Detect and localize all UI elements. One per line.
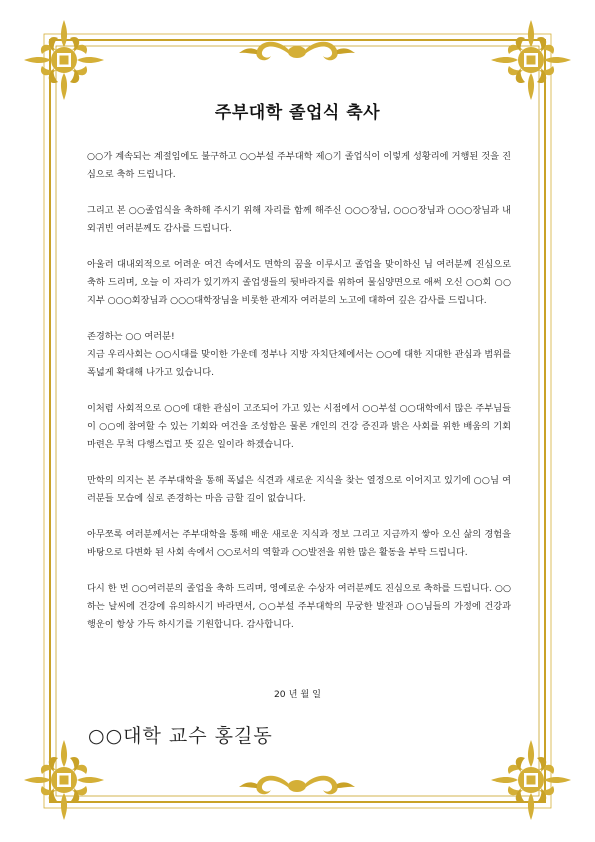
corner-ornament-top-right	[491, 20, 571, 100]
letter-body	[87, 148, 511, 652]
paragraph: 그리고 본 ○○졸업식을 축하해 주시기 위해 자리를 함께 해주신 ○○○장님, ○○○장님과 ○○○장님과 내외귀빈 여러분께도 감사를 드립니다.	[87, 205, 511, 234]
paragraph: 다시 한 번 ○○여러분의 졸업을 축하 드리며, 영예로운 수상자 여러분께도 진심으로 축하를 드립니다. ○○하는 날씨에 건강에 유의하시기 바라면서, ○○부설 주부대학의 무궁한 발전과 ○○님들의 가정에 건강과 행운이 항상 가득 하시기를 기원합니다. 감사합니다.	[87, 583, 511, 630]
corner-ornament-top-left	[24, 20, 104, 100]
paragraph: 아울러 대내외적으로 어려운 여건 속에서도 면학의 꿈을 이루시고 졸업을 맞이하신 님 여러분께 진심으로 축하 드리며, 오늘 이 자리가 있기까지 졸업생들의 뒷바라지를 위하여 물심양면으로 애써 오신 ○○회 ○○지부 ○○○회장님과 ○○○대학장님을 비롯한 관계자 여러분의 노고에 대하여 깊은 감사를 드립니다.	[87, 259, 511, 306]
paragraph: 만학의 의지는 본 주부대학을 통해 폭넓은 식견과 새로운 지식을 찾는 열정으로 이어지고 있기에 ○○님 여러분들 모습에 실로 존경하는 마음 금할 길이 없습니다.	[87, 475, 511, 504]
letter-title: 주부대학 졸업식 축사	[214, 103, 381, 123]
signature: ○○대학 교수 홍길동	[88, 725, 273, 747]
paragraph: ○○가 계속되는 계절임에도 불구하고 ○○부설 주부대학 제○기 졸업식이 이렇게 성황리에 거행된 것을 진심으로 축하 드립니다.	[87, 151, 511, 180]
paragraph: 이처럼 사회적으로 ○○에 대한 관심이 고조되어 가고 있는 시점에서 ○○부설 ○○대학에서 많은 주부님들이 ○○에 참여할 수 있는 기회와 여건을 조성함은 물론 개인의 건강 증진과 밝은 사회를 위한 배움의 기회 마련은 무척 다행스럽고 뜻 깊은 일이라 하겠습니다.	[87, 403, 511, 450]
bottom-scroll-ornament	[239, 776, 355, 795]
paragraph: 아무쪼록 여러분께서는 주부대학을 통해 배운 새로운 지식과 정보 그리고 지금까지 쌓아 오신 삶의 경험을 바탕으로 다변화 된 사회 속에서 ○○로서의 역할과 ○○발전을 위한 많은 활동을 부탁 드립니다.	[87, 529, 511, 558]
top-scroll-ornament	[239, 42, 355, 61]
letter-date: 20 년 월 일	[273, 689, 322, 700]
paragraph: 존경하는 ○○ 여러분! 지금 우리사회는 ○○시대를 맞이한 가운데 정부나 지방 자치단체에서는 ○○에 대한 지대한 관심과 범위를 폭넓게 확대해 나가고 있습니다.	[87, 331, 511, 378]
